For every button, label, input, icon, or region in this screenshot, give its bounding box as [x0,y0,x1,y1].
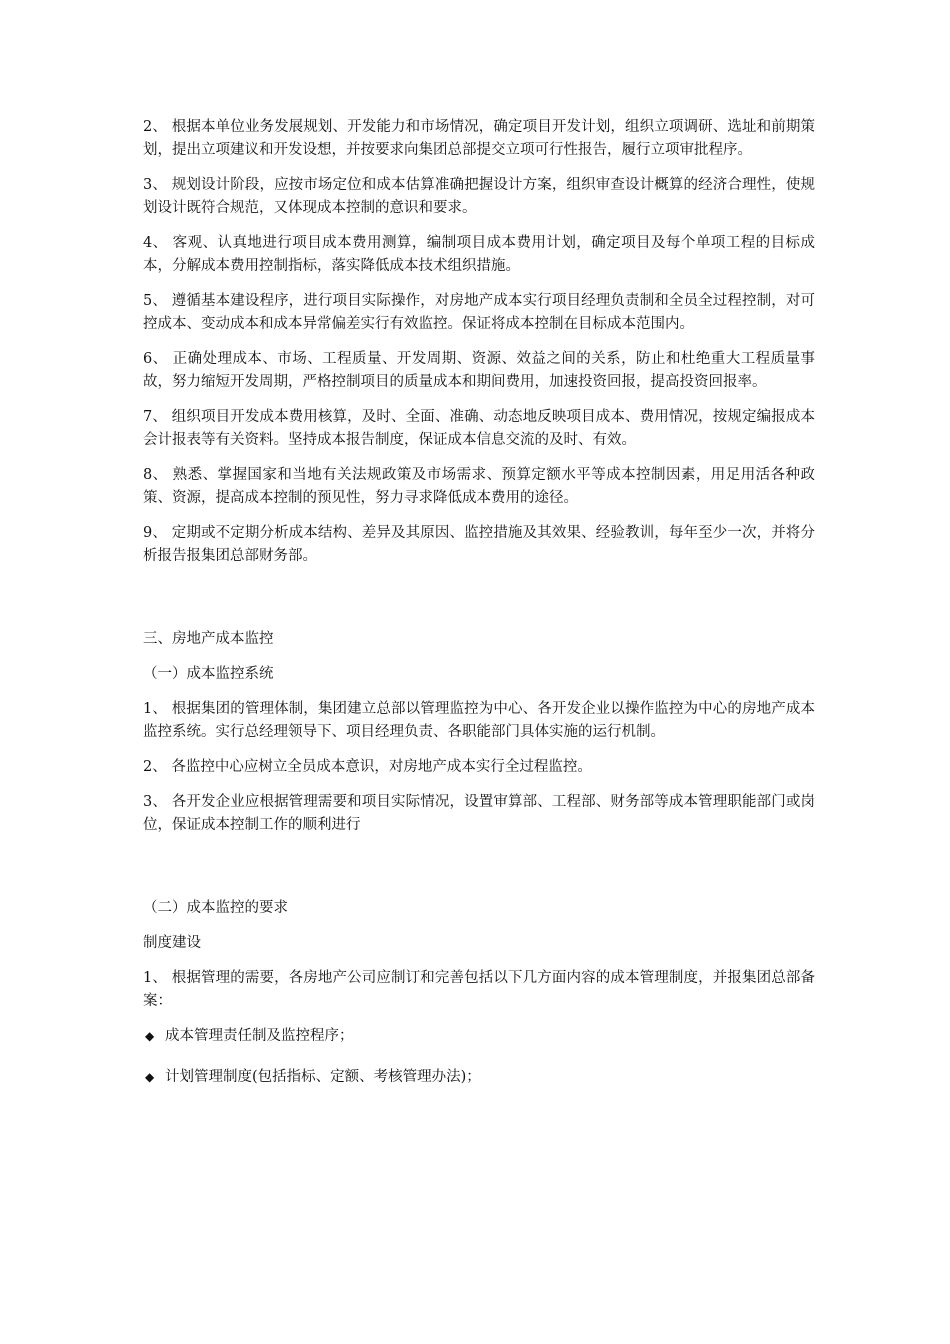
section-spacer [143,580,815,628]
subsection-heading-2: （二）成本监控的要求 [143,900,288,916]
diamond-bullet-icon: ◆ [145,1070,155,1084]
paragraph-item-2: 2、 根据本单位业务发展规划、开发能力和市场情况，确定项目开发计划，组织立项调研、选址和前期策划，提出立项建议和开发设想，并按要求向集团总部提交立项可行性报告，履行立项审批程序。 [143,119,815,158]
paragraph-item-3: 3、 规划设计阶段，应按市场定位和成本估算准确把握设计方案，组织审查设计概算的经济合理性，使规划设计既符合规范，又体现成本控制的意识和要求。 [143,177,815,216]
monitor-item-1: 1、 根据集团的管理体制，集团建立总部以管理监控为中心、各开发企业以操作监控为中心的房地产成本监控系统。实行总经理领导下、项目经理负责、各职能部门具体实施的运行机制。 [143,701,815,740]
paragraph-item-4: 4、 客观、认真地进行项目成本费用测算，编制项目成本费用计划，确定项目及每个单项工程的目标成本，分解成本费用控制指标，落实降低成本技术组织措施。 [143,235,815,274]
paragraph-item-5: 5、 遵循基本建设程序，进行项目实际操作，对房地产成本实行项目经理负责制和全员全过程控制，对可控成本、变动成本和成本异常偏差实行有效监控。保证将成本控制在目标成本范围内。 [143,293,815,332]
diamond-bullet-icon: ◆ [145,1029,155,1043]
paragraph-item-8: 8、 熟悉、掌握国家和当地有关法规政策及市场需求、预算定额水平等成本控制因素，用足用活各种政策、资源，提高成本控制的预见性，努力寻求降低成本费用的途径。 [143,467,815,506]
section-heading: 三、房地产成本监控 [143,631,274,647]
subsection-heading-1: （一）成本监控系统 [143,666,274,682]
requirement-item-1: 1、 根据管理的需要，各房地产公司应制订和完善包括以下几方面内容的成本管理制度，并报集团总部备案： [143,970,815,1009]
paragraph-item-9: 9、 定期或不定期分析成本结构、差异及其原因、监控措施及其效果、经验教训，每年至少一次，并将分析报告报集团总部财务部。 [143,525,815,564]
paragraph-item-7: 7、 组织项目开发成本费用核算，及时、全面、准确、动态地反映项目成本、费用情况，按规定编报成本会计报表等有关资料。坚持成本报告制度，保证成本信息交流的及时、有效。 [143,409,815,448]
bullet-text: 成本管理责任制及监控程序； [165,1028,354,1044]
monitor-item-3: 3、 各开发企业应根据管理需要和项目实际情况，设置审算部、工程部、财务部等成本管理职能部门或岗位，保证成本控制工作的顺利进行 [143,794,815,833]
document-page [143,116,815,1107]
subsection-label: 制度建设 [143,935,201,951]
subsection-spacer [143,849,815,897]
bullet-text: 计划管理制度(包括指标、定额、考核管理办法)； [165,1069,481,1085]
bullet-item [143,1025,815,1048]
bullet-item [143,1066,815,1089]
paragraph-item-6: 6、 正确处理成本、市场、工程质量、开发周期、资源、效益之间的关系，防止和杜绝重大工程质量事故，努力缩短开发周期，严格控制项目的质量成本和期间费用，加速投资回报，提高投资回报率。 [143,351,815,390]
monitor-item-2: 2、 各监控中心应树立全员成本意识，对房地产成本实行全过程监控。 [143,759,592,775]
